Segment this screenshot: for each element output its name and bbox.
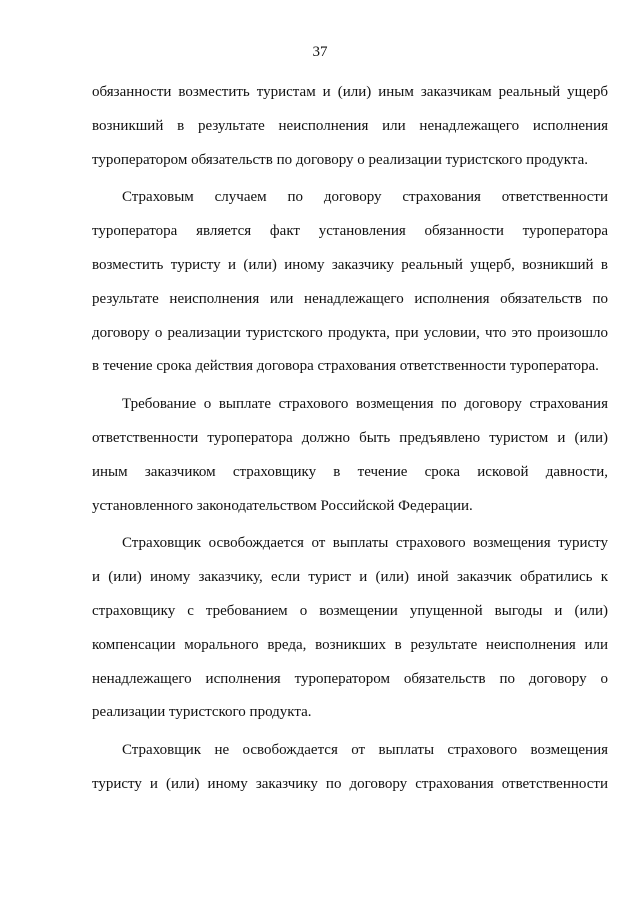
text-line: Страховщик не освобождается от выплаты страхового возмещения — [122, 742, 608, 759]
text-line: результате неисполнения или ненадлежащего исполнения обязательств по — [92, 290, 608, 307]
text-line: ответственности туроператора должно быть предъявлено туристом и (или) — [92, 429, 608, 446]
paragraph — [92, 388, 608, 523]
text-line: возместить туристу и (или) иному заказчику реальный ущерб, возникший в — [92, 256, 608, 273]
text-line: ненадлежащего исполнения туроператором обязательств по договору о — [92, 670, 608, 687]
document-body — [92, 76, 608, 802]
text-line: компенсации морального вреда, возникших в результате неисполнения или — [92, 636, 608, 653]
paragraph — [92, 181, 608, 384]
text-line: страховщику с требованием о возмещении упущенной выгоды и (или) — [92, 602, 608, 619]
text-line: туроператора является факт установления обязанности туроператора — [92, 223, 608, 240]
text-line: туристу и (или) иному заказчику по договору страхования ответственности — [92, 775, 608, 792]
text-line: иным заказчиком страховщику в течение срока исковой давности, — [92, 463, 608, 480]
paragraph — [92, 734, 608, 802]
paragraph — [92, 527, 608, 730]
text-line: реализации туристского продукта. — [92, 704, 312, 721]
text-line: Требование о выплате страхового возмещения по договору страхования — [122, 396, 608, 413]
text-line: возникший в результате неисполнения или ненадлежащего исполнения — [92, 117, 608, 134]
text-line: Страховым случаем по договору страхования ответственности — [122, 189, 608, 206]
text-line: Страховщик освобождается от выплаты страхового возмещения туристу — [122, 535, 608, 552]
paragraph — [92, 76, 608, 177]
text-line: договору о реализации туристского продукта, при условии, что это произошло — [92, 324, 608, 341]
text-line: и (или) иному заказчику, если турист и (или) иной заказчик обратились к — [92, 569, 608, 586]
text-line: туроператором обязательств по договору о реализации туристского продукта. — [92, 151, 589, 168]
text-line: обязанности возместить туристам и (или) иным заказчикам реальный ущерб — [92, 84, 608, 100]
text-line: в течение срока действия договора страхования ответственности туроператора. — [92, 358, 599, 375]
page-number: 37 — [312, 44, 328, 60]
text-line: установленного законодательством Российской Федерации. — [92, 497, 473, 514]
